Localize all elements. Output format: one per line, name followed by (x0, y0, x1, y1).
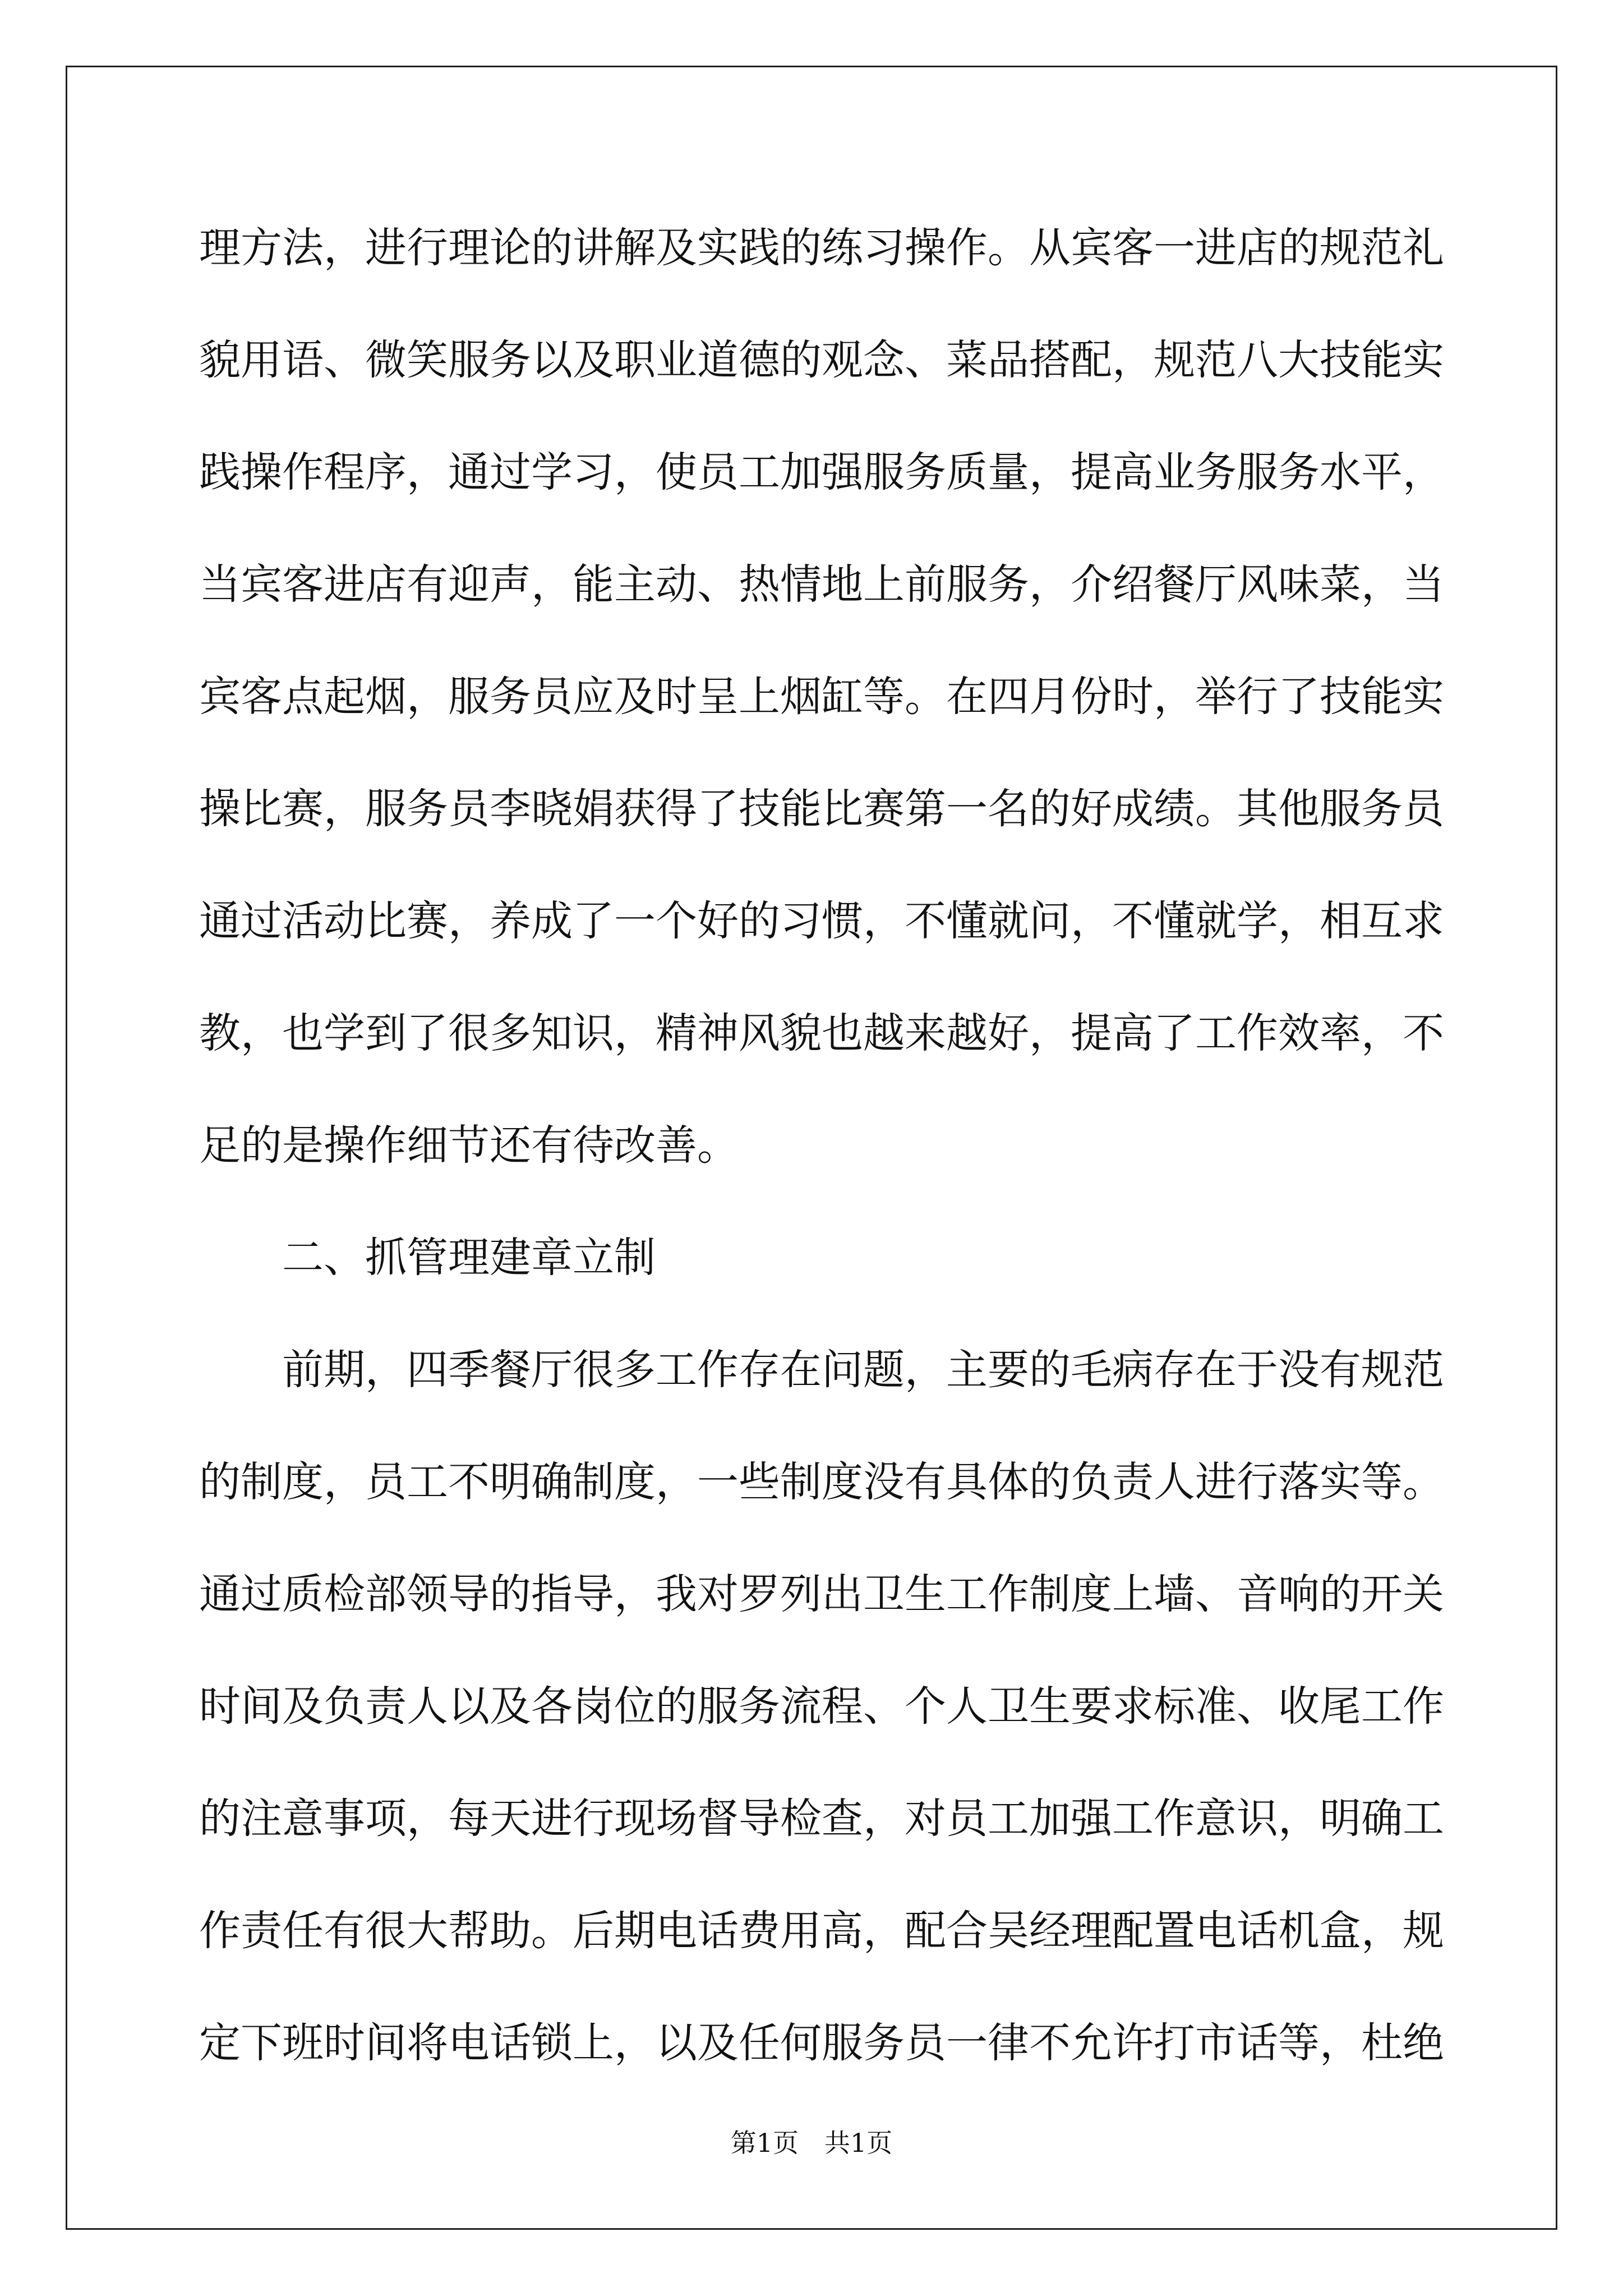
text-line: 作责任有很大帮助。后期电话费用高，配合吴经理配置电话机盒，规 (199, 1907, 1444, 1955)
text-line: 貌用语、微笑服务以及职业道德的观念、菜品搭配，规范八大技能实 (199, 336, 1444, 384)
section-heading: 二、抓管理建章立制 (282, 1234, 656, 1282)
text-line: 通过活动比赛，养成了一个好的习惯，不懂就问，不懂就学，相互求 (199, 897, 1444, 945)
text-line: 宾客点起烟，服务员应及时呈上烟缸等。在四月份时，举行了技能实 (199, 673, 1444, 721)
text-line: 定下班时间将电话锁上，以及任何服务员一律不允许打市话等，杜绝 (199, 2019, 1444, 2067)
text-line: 时间及负责人以及各岗位的服务流程、个人卫生要求标准、收尾工作 (199, 1682, 1444, 1731)
text-line: 教，也学到了很多知识，精神风貌也越来越好，提高了工作效率，不 (199, 1009, 1444, 1057)
text-line: 践操作程序，通过学习，使员工加强服务质量，提高业务服务水平， (199, 448, 1444, 496)
text-line: 操比赛，服务员李晓娟获得了技能比赛第一名的好成绩。其他服务员 (199, 785, 1444, 833)
text-line: 的注意事项，每天进行现场督导检查，对员工加强工作意识，明确工 (199, 1795, 1444, 1843)
text-line: 前期，四季餐厅很多工作存在问题，主要的毛病存在于没有规范 (282, 1346, 1444, 1394)
text-line: 理方法，进行理论的讲解及实践的练习操作。从宾客一进店的规范礼 (199, 224, 1444, 272)
text-line: 当宾客进店有迎声，能主动、热情地上前服务，介绍餐厅风味菜，当 (199, 560, 1444, 609)
text-line: 的制度，员工不明确制度，一些制度没有具体的负责人进行落实等。 (199, 1458, 1444, 1506)
page-footer: 第1页 共1页 (730, 2128, 893, 2158)
text-line: 足的是操作细节还有待改善。 (199, 1121, 739, 1170)
text-line: 通过质检部领导的指导，我对罗列出卫生工作制度上墙、音响的开关 (199, 1570, 1444, 1618)
